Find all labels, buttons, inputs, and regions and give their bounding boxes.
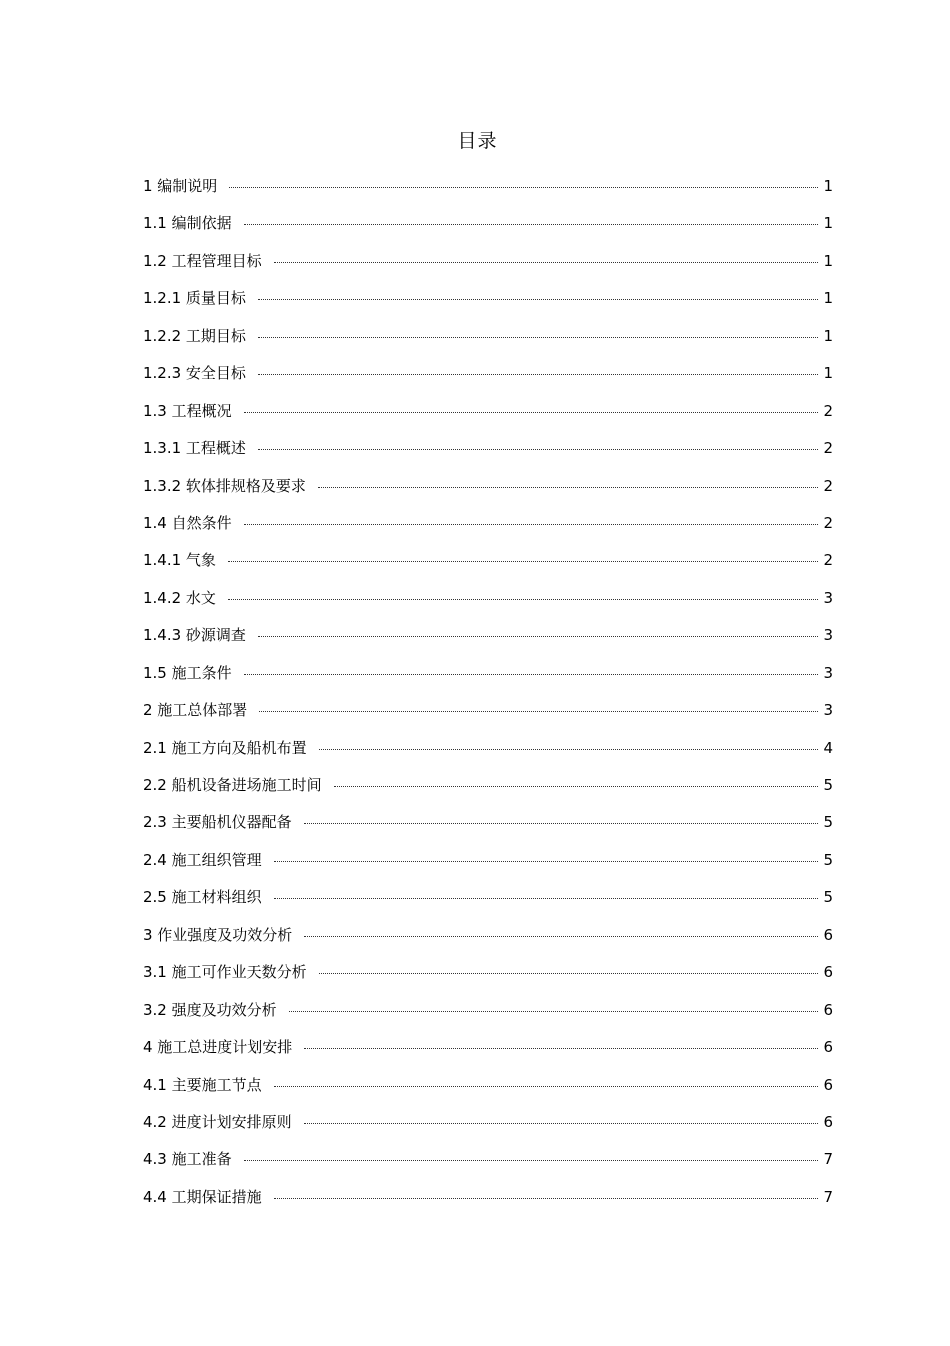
toc-entry-page-number: 5 (823, 813, 833, 832)
toc-entry (143, 542, 833, 579)
toc-entry-label: 1.3 工程概况 (143, 401, 232, 420)
toc-entry-page-number: 2 (823, 551, 833, 570)
toc-entry (143, 992, 833, 1029)
toc-entry (143, 1067, 833, 1104)
toc-entry-label: 1.4 自然条件 (143, 513, 232, 532)
toc-entry-label: 4.3 施工准备 (143, 1150, 232, 1169)
toc-dot-leader (244, 1159, 819, 1161)
toc-entry (143, 879, 833, 916)
toc-dot-leader (228, 598, 819, 600)
toc-entry-page-number: 6 (823, 963, 833, 982)
toc-entry (143, 393, 833, 430)
toc-entry-page-number: 6 (823, 1112, 833, 1131)
toc-entry-label: 4.2 进度计划安排原则 (143, 1112, 292, 1131)
toc-entry (143, 730, 833, 767)
toc-entry (143, 1141, 833, 1178)
toc-entry (143, 767, 833, 804)
toc-dot-leader (274, 860, 819, 862)
toc-entry-page-number: 7 (823, 1150, 833, 1169)
toc-dot-leader (244, 223, 819, 225)
toc-dot-leader (274, 1197, 819, 1199)
toc-entry-label: 2.1 施工方向及船机布置 (143, 738, 307, 757)
toc-entry-label: 1.4.1 气象 (143, 551, 216, 570)
toc-entry-label: 1.2 工程管理目标 (143, 251, 262, 270)
toc-entry-label: 1.2.2 工期目标 (143, 326, 246, 345)
toc-dot-leader (304, 935, 818, 937)
toc-entry (143, 468, 833, 505)
toc-entry (143, 842, 833, 879)
toc-entry-page-number: 3 (823, 626, 833, 645)
toc-dot-leader (274, 1085, 819, 1087)
toc-entry-label: 1 编制说明 (143, 177, 218, 195)
toc-entry-label: 2.2 船机设备进场施工时间 (143, 776, 322, 794)
toc-entry-page-number: 2 (823, 476, 833, 495)
toc-entry (143, 355, 833, 392)
toc-entry-label: 3.1 施工可作业天数分析 (143, 963, 307, 982)
toc-dot-leader (258, 298, 819, 300)
toc-dot-leader (259, 710, 818, 712)
toc-dot-leader (334, 785, 819, 787)
toc-entry-label: 4.4 工期保证措施 (143, 1187, 262, 1206)
toc-dot-leader (304, 1122, 819, 1124)
toc-entry-page-number: 2 (823, 439, 833, 458)
toc-dot-leader (258, 635, 819, 637)
toc-entry-page-number: 2 (823, 401, 833, 420)
toc-entry-label: 1.5 施工条件 (143, 663, 232, 682)
toc-entry-page-number: 7 (823, 1187, 833, 1206)
toc-dot-leader (258, 448, 819, 450)
toc-entry (143, 318, 833, 355)
toc-entry (143, 205, 833, 242)
toc-entry-label: 1.2.3 安全目标 (143, 364, 246, 383)
toc-entry (143, 954, 833, 991)
toc-entry (143, 804, 833, 841)
toc-entry (143, 655, 833, 692)
toc-entry-label: 2 施工总体部署 (143, 701, 248, 720)
toc-entry-label: 1.2.1 质量目标 (143, 289, 246, 308)
toc-entry-page-number: 6 (823, 1075, 833, 1094)
toc-dot-leader (304, 822, 819, 824)
toc-entry-page-number: 6 (823, 1000, 833, 1019)
toc-entry-page-number: 2 (823, 513, 833, 532)
toc-entry-label: 3.2 强度及功效分析 (143, 1000, 277, 1019)
toc-entry-page-number: 1 (823, 289, 833, 308)
toc-entry (143, 692, 833, 729)
toc-entry (143, 1104, 833, 1141)
toc-entry-page-number: 4 (823, 738, 833, 757)
toc-entry-label: 3 作业强度及功效分析 (143, 925, 293, 944)
toc-dot-leader (319, 972, 819, 974)
toc-entry (143, 430, 833, 467)
toc-entry (143, 280, 833, 317)
toc-dot-leader (228, 560, 819, 562)
toc-dot-leader (274, 261, 819, 263)
toc-dot-leader (318, 486, 819, 488)
toc-entry-page-number: 6 (823, 1038, 833, 1057)
toc-dot-leader (319, 748, 819, 750)
toc-title: 目录 (457, 130, 498, 152)
toc-entry (143, 168, 833, 205)
toc-entry-page-number: 5 (823, 888, 833, 907)
toc-entry (143, 505, 833, 542)
toc-entry-page-number: 3 (823, 701, 833, 720)
toc-entry-page-number: 1 (823, 326, 833, 345)
toc-entry-label: 4 施工总进度计划安排 (143, 1038, 293, 1057)
toc-entry-page-number: 3 (823, 663, 833, 682)
toc-dot-leader (229, 186, 818, 188)
toc-entry-page-number: 1 (823, 251, 833, 270)
toc-entry-page-number: 5 (823, 850, 833, 869)
toc-dot-leader (274, 897, 819, 899)
toc-entry-label: 1.3.1 工程概述 (143, 439, 246, 458)
toc-entry-label: 1.3.2 软体排规格及要求 (143, 476, 306, 495)
toc-entry-page-number: 1 (823, 364, 833, 383)
toc-dot-leader (258, 336, 819, 338)
toc-dot-leader (244, 673, 819, 675)
toc-entry (143, 1029, 833, 1066)
toc-entry (143, 243, 833, 280)
toc-entry-label: 1.4.2 水文 (143, 588, 216, 607)
toc-entry-page-number: 3 (823, 588, 833, 607)
toc-entry-page-number: 6 (823, 925, 833, 944)
toc-dot-leader (289, 1010, 819, 1012)
toc-entry (143, 917, 833, 954)
toc-dot-leader (258, 373, 819, 375)
toc-dot-leader (244, 523, 819, 525)
toc-entry-label: 2.4 施工组织管理 (143, 850, 262, 869)
toc-entry-page-number: 1 (823, 214, 833, 233)
toc-entry (143, 617, 833, 654)
toc-entry (143, 580, 833, 617)
toc-dot-leader (304, 1047, 818, 1049)
toc-entry (143, 1179, 833, 1216)
toc-entry-label: 1.1 编制依据 (143, 214, 232, 233)
toc-list (143, 168, 833, 1216)
toc-entry-page-number: 5 (823, 776, 833, 794)
toc-entry-label: 1.4.3 砂源调查 (143, 626, 246, 645)
toc-entry-label: 2.3 主要船机仪器配备 (143, 813, 292, 832)
toc-dot-leader (244, 411, 819, 413)
toc-entry-label: 2.5 施工材料组织 (143, 888, 262, 907)
toc-entry-label: 4.1 主要施工节点 (143, 1075, 262, 1094)
toc-entry-page-number: 1 (823, 177, 833, 195)
